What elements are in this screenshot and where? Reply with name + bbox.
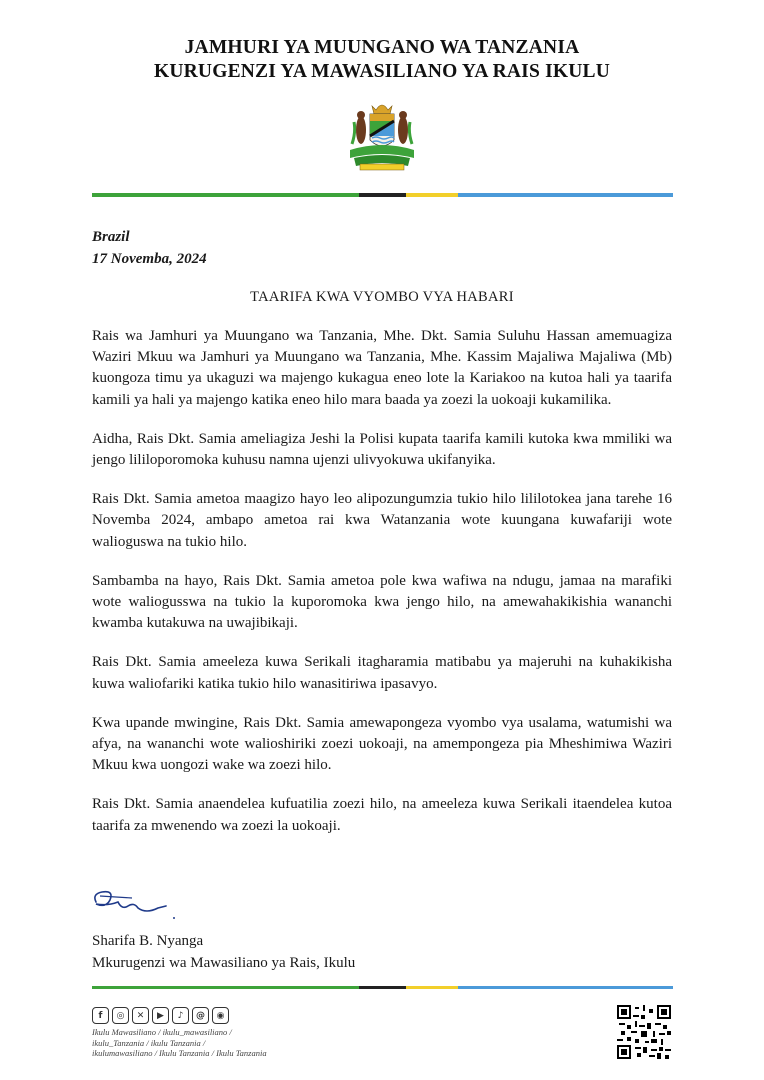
document-title: TAARIFA KWA VYOMBO VYA HABARI <box>250 289 514 305</box>
divider-yellow <box>406 986 458 989</box>
social-handles <box>92 1027 282 1059</box>
divider-black <box>359 193 405 197</box>
podcast-icon[interactable]: ◉ <box>212 1007 229 1024</box>
color-divider <box>92 193 673 197</box>
paragraph: Rais wa Jamhuri ya Muungano wa Tanzania, Mhe. Dkt. Samia Suluhu Hassan amemuagiza Waziri Mkuu wa Jamhuri ya Muungano wa Tanzania, Mhe. Kassim Majaliwa Majaliwa (Mb) kuongoza timu ya ukaguzi wa majengo kukagua eneo lote la Kariakoo na kutoa hali ya taarifa kamili ya hali ya majengo katika eneo hilo mara baada ya zoezi la uokoaji kukamilika. <box>92 328 672 408</box>
qr-code[interactable] <box>617 1005 671 1059</box>
x-icon[interactable]: ✕ <box>132 1007 149 1024</box>
handles-line: Ikulu Mawasiliano / ikulu_mawasiliano / <box>92 1027 232 1037</box>
letterhead <box>0 36 764 84</box>
letterhead-line-1: JAMHURI YA MUUNGANO WA TANZANIA <box>184 37 580 58</box>
divider-black <box>359 986 405 989</box>
handwritten-signature <box>88 884 180 924</box>
paragraph: Sambamba na hayo, Rais Dkt. Samia ametoa pole kwa wafiwa na ndugu, jamaa na marafiki wote waliogusswa na tukio la kuporomoka kwa jengo hilo, na amewahakikishia wananchi kwamba kutakuwa na uwajibikaji. <box>92 572 672 632</box>
dateline <box>92 226 207 270</box>
paragraph: Rais Dkt. Samia ametoa maagizo hayo leo alipozungumzia tukio hilo lililotokea jana tarehe 16 Novemba 2024, ambapo ametoa rai kwa Watanzania wote kuungana kuwafariji wote walioguswa na tukio hilo. <box>92 491 672 550</box>
youtube-icon[interactable]: ▶ <box>152 1007 169 1024</box>
footer-color-divider <box>92 986 673 989</box>
social-icons <box>92 1007 229 1024</box>
dateline-date: 17 Novemba, 2024 <box>92 251 207 267</box>
coat-of-arms-icon <box>346 96 418 174</box>
letterhead-line-2: KURUGENZI YA MAWASILIANO YA RAIS IKULU <box>153 61 611 82</box>
signer-role: Mkurugenzi wa Mawasiliano ya Rais, Ikulu <box>92 955 356 971</box>
handles-line: ikulumawasiliano / Ikulu Tanzania / Ikulu Tanzania <box>92 1048 267 1058</box>
paragraph: Aidha, Rais Dkt. Samia ameliagiza Jeshi la Polisi kupata taarifa kamili kutoka kwa mmiliki wa jengo lililoporomoka kuhusu namna ujenzi ulivyokuwa ukifanyika. <box>92 430 672 469</box>
document-body <box>92 326 672 855</box>
dateline-place: Brazil <box>92 229 130 245</box>
signer-block <box>92 930 355 974</box>
divider-green <box>92 986 359 989</box>
divider-yellow <box>406 193 458 197</box>
paragraph: Rais Dkt. Samia ameeleza kuwa Serikali itagharamia matibabu ya majeruhi na kuhakikisha kuwa waliofariki katika tukio hilo wanasitiriwa ipasavyo. <box>92 654 672 692</box>
paragraph: Kwa upande mwingine, Rais Dkt. Samia amewapongeza vyombo vya usalama, watumishi wa afya, na wananchi wote walioshiriki zoezi uokoaji, na amempongeza pia Mheshimiwa Waziri Mkuu kwa uongozi wake wa zoezi hilo. <box>92 714 672 774</box>
threads-icon[interactable]: @ <box>192 1007 209 1024</box>
signer-name: Sharifa B. Nyanga <box>92 933 204 949</box>
instagram-icon[interactable]: ◎ <box>112 1007 129 1024</box>
facebook-icon[interactable]: f <box>92 1007 109 1024</box>
paragraph: Rais Dkt. Samia anaendelea kufuatilia zoezi hilo, na ameeleza kuwa Serikali itaendelea kutoa taarifa za mwenendo wa zoezi la uokoaji. <box>92 796 672 834</box>
divider-blue <box>458 193 673 197</box>
tiktok-icon[interactable]: ♪ <box>172 1007 189 1024</box>
divider-blue <box>458 986 673 989</box>
handles-line: ikulu_Tanzania / ikulu Tanzania / <box>92 1037 206 1048</box>
divider-green <box>92 193 359 197</box>
